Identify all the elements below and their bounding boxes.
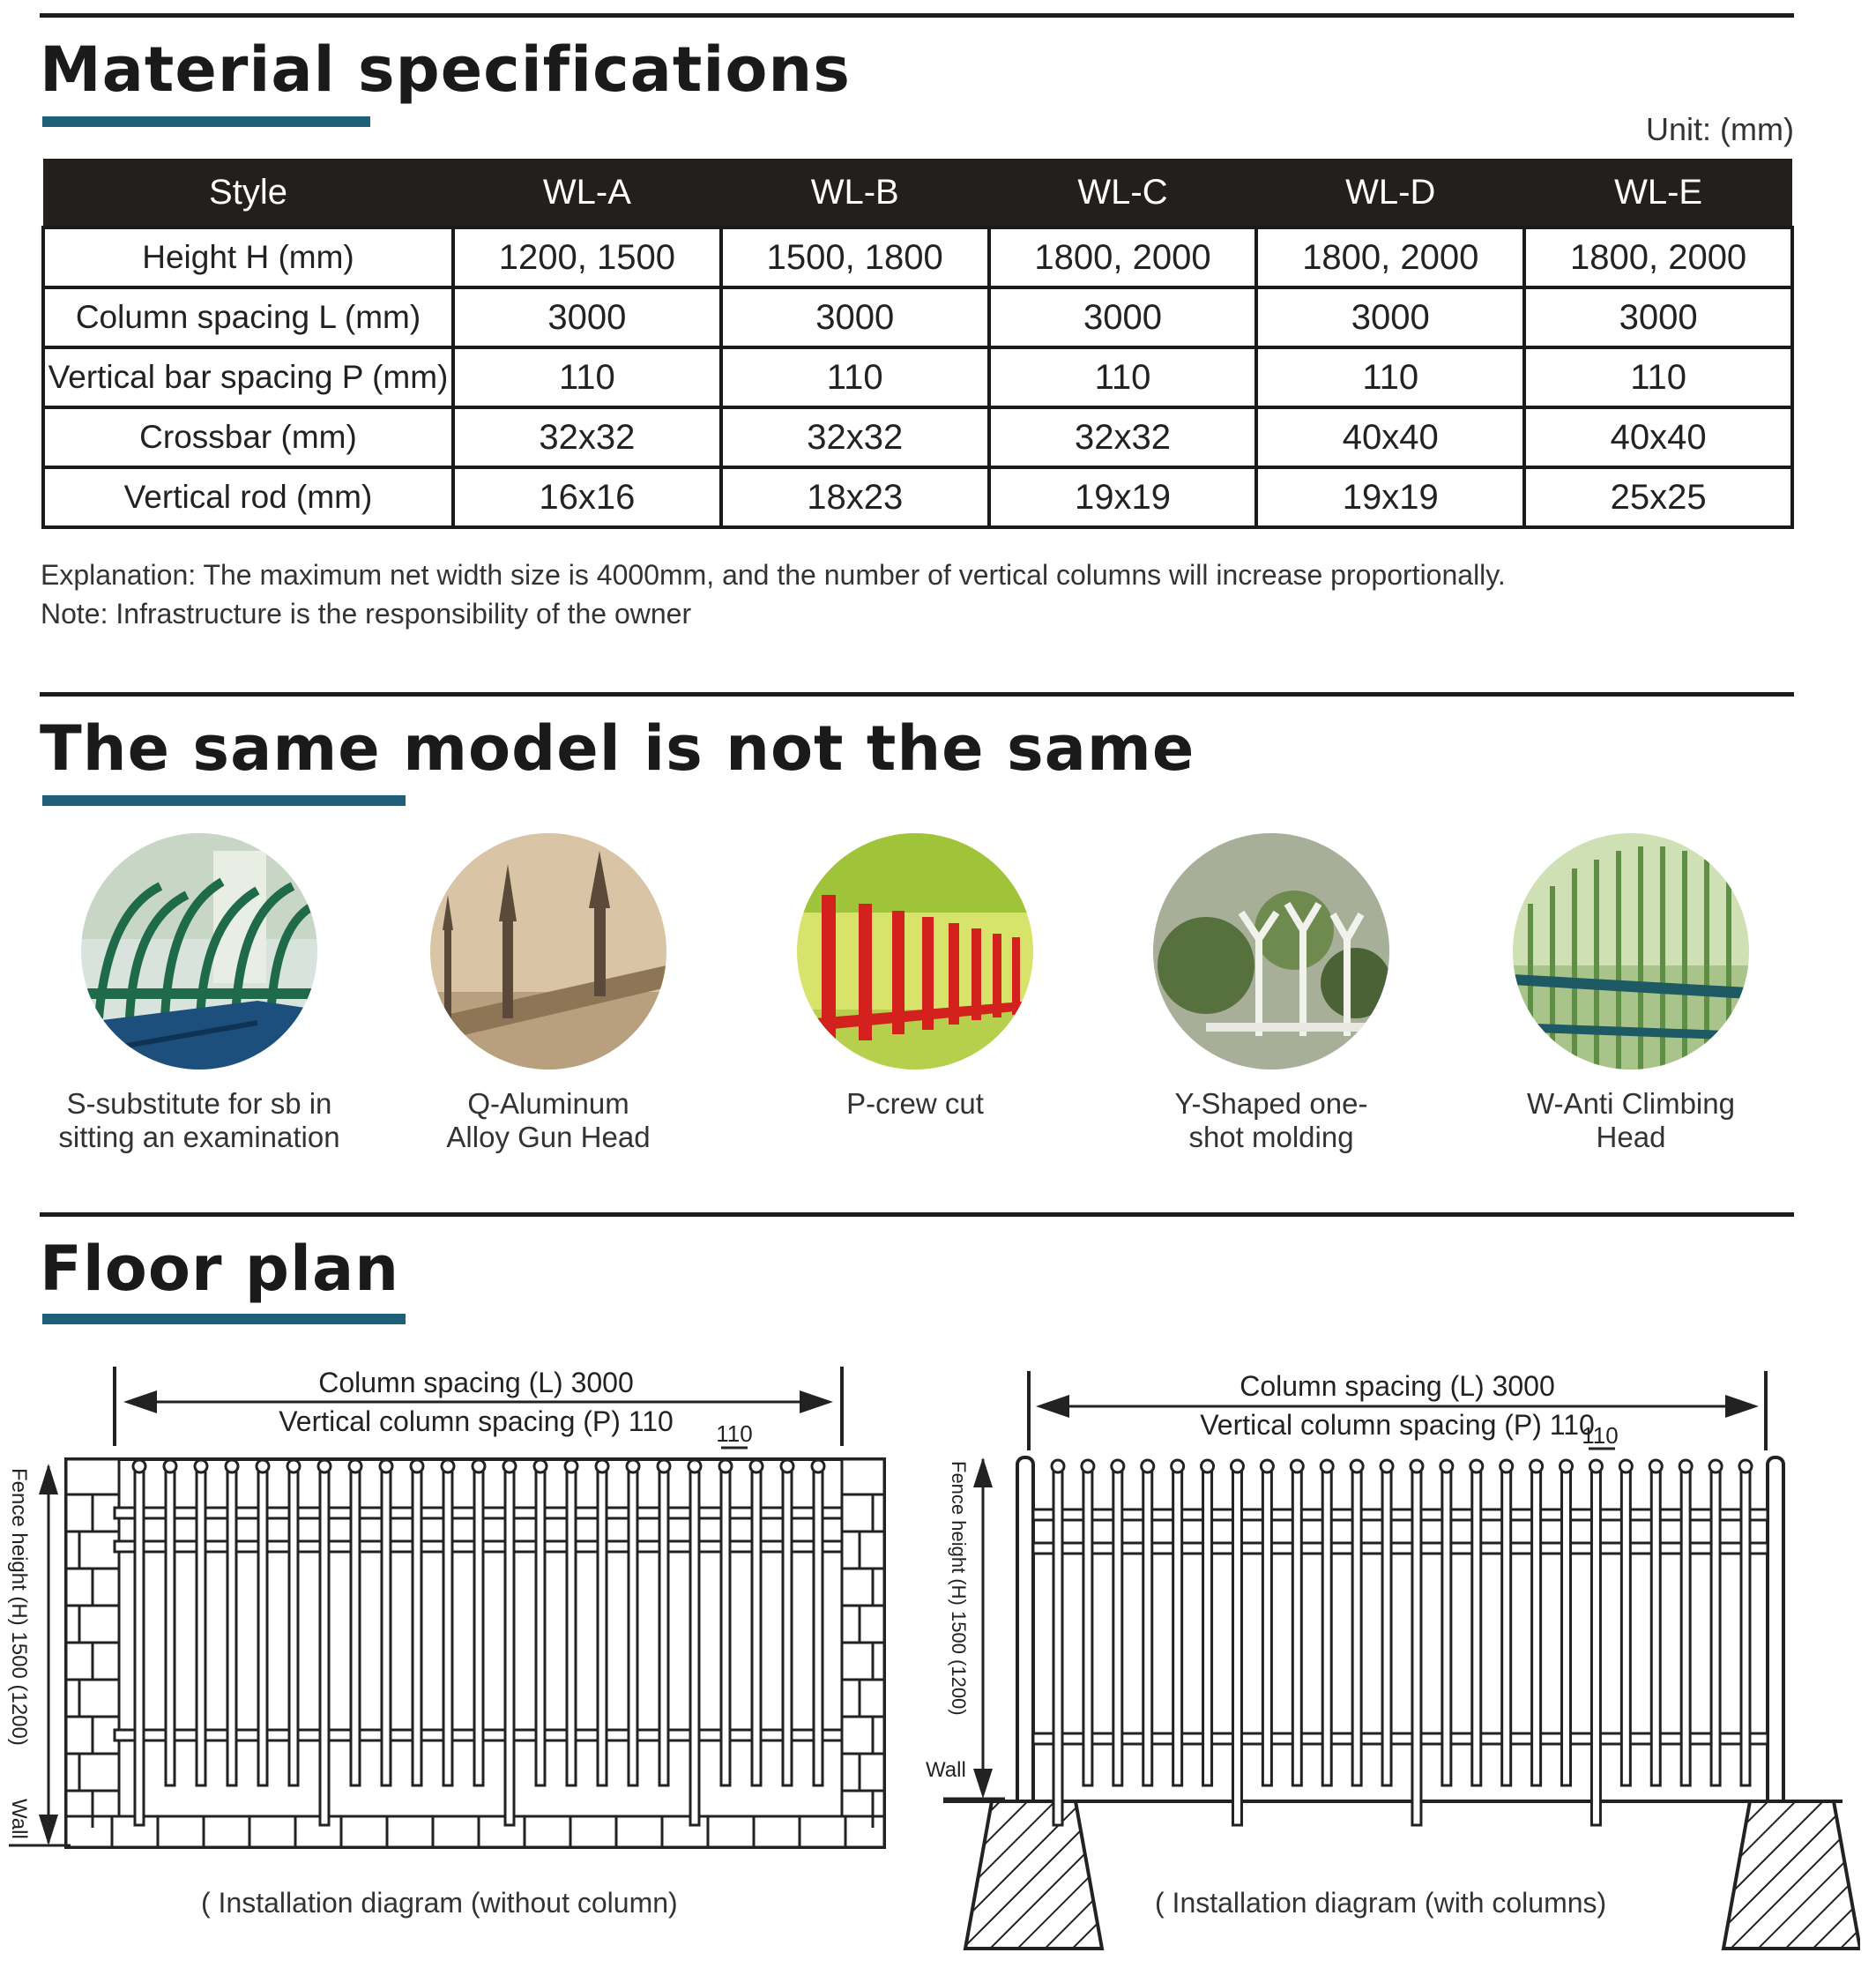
section-title-floor: Floor plan bbox=[40, 1233, 400, 1305]
feature-photo-q bbox=[430, 833, 666, 1069]
picket-finial bbox=[1202, 1460, 1214, 1472]
feature-caption-line: Q-Aluminum bbox=[467, 1087, 629, 1120]
fence-picket bbox=[1292, 1468, 1301, 1785]
section-divider bbox=[40, 13, 1794, 18]
picket-finial bbox=[1142, 1460, 1154, 1472]
feature-caption-line: W-Anti Climbing bbox=[1527, 1087, 1735, 1120]
picket-finial bbox=[1052, 1460, 1064, 1472]
fence-picket bbox=[1412, 1468, 1421, 1825]
picket-finial bbox=[1172, 1460, 1184, 1472]
table-cell: 19x19 bbox=[1256, 467, 1524, 527]
section-divider bbox=[40, 692, 1794, 697]
fence-picket bbox=[197, 1468, 205, 1785]
table-row bbox=[43, 287, 1792, 347]
header-style: Style bbox=[43, 159, 453, 227]
picket-finial bbox=[473, 1460, 485, 1472]
table-header-row bbox=[43, 159, 1792, 227]
picket-finial bbox=[1500, 1460, 1513, 1472]
picket-finial bbox=[503, 1460, 516, 1472]
installation-diagram-without-column bbox=[0, 1353, 899, 1874]
gap-label: 110 bbox=[716, 1420, 753, 1447]
picket-finial bbox=[380, 1460, 392, 1472]
picket-finial bbox=[596, 1460, 608, 1472]
picket-finial bbox=[257, 1460, 269, 1472]
fence-picket bbox=[135, 1468, 144, 1825]
picket-finial bbox=[1530, 1460, 1543, 1472]
picket-finial bbox=[812, 1460, 824, 1472]
feature-photo-y bbox=[1153, 833, 1389, 1069]
table-cell: 32x32 bbox=[721, 407, 989, 467]
table-cell: 110 bbox=[453, 347, 721, 407]
picket-finial bbox=[442, 1460, 454, 1472]
fence-picket bbox=[659, 1468, 668, 1785]
section-divider bbox=[40, 1212, 1794, 1217]
fence-picket bbox=[1711, 1468, 1720, 1785]
spec-table bbox=[41, 159, 1794, 529]
wall-label: Wall bbox=[7, 1799, 31, 1839]
picket-finial bbox=[411, 1460, 423, 1472]
fence-picket bbox=[598, 1468, 607, 1785]
feature-item bbox=[1104, 833, 1439, 1154]
y-shaped-icon bbox=[1153, 833, 1389, 1069]
fence-picket bbox=[1382, 1468, 1391, 1785]
picket-finial bbox=[133, 1460, 145, 1472]
fence-picket bbox=[1502, 1468, 1511, 1785]
fence-picket bbox=[1532, 1468, 1541, 1785]
fence-picket bbox=[1352, 1468, 1361, 1785]
picket-finial bbox=[1261, 1460, 1273, 1472]
picket-finial bbox=[1649, 1460, 1662, 1472]
feature-photo-p bbox=[797, 833, 1033, 1069]
column-spacing-label: Column spacing (L) 3000 bbox=[318, 1367, 634, 1398]
fence-picket bbox=[1651, 1468, 1660, 1785]
vertical-spacing-label: Vertical column spacing (P) 110 bbox=[279, 1405, 674, 1437]
feature-photo-s bbox=[81, 833, 317, 1069]
fence-picket bbox=[752, 1468, 761, 1785]
section-title-material: Material specifications bbox=[40, 34, 851, 106]
fence-picket bbox=[413, 1468, 421, 1785]
title-underline bbox=[42, 795, 406, 806]
title-underline bbox=[42, 1314, 406, 1324]
header-wl-e: WL-E bbox=[1524, 159, 1792, 227]
table-cell: 19x19 bbox=[989, 467, 1257, 527]
picket-finial bbox=[226, 1460, 238, 1472]
picket-finial bbox=[565, 1460, 577, 1472]
feature-list bbox=[0, 833, 1876, 1168]
fence-picket bbox=[1472, 1468, 1481, 1785]
picket-finial bbox=[1589, 1460, 1602, 1472]
installation-diagram-with-columns bbox=[926, 1353, 1860, 1953]
feature-caption bbox=[1463, 1087, 1798, 1154]
table-cell: 3000 bbox=[1256, 287, 1524, 347]
table-row bbox=[43, 347, 1792, 407]
feature-item bbox=[1463, 833, 1798, 1154]
fence-picket bbox=[567, 1468, 576, 1785]
height-label: Fence height (H) 1500 (1200) bbox=[948, 1461, 970, 1716]
table-cell: 1500, 1800 bbox=[721, 227, 989, 287]
fence-picket bbox=[382, 1468, 391, 1785]
fence-picket bbox=[1143, 1468, 1152, 1785]
fence-picket bbox=[1203, 1468, 1212, 1785]
table-cell: 32x32 bbox=[989, 407, 1257, 467]
unit-label: Unit: (mm) bbox=[1646, 111, 1794, 147]
feature-caption-line: Head bbox=[1596, 1121, 1666, 1153]
header-wl-d: WL-D bbox=[1256, 159, 1524, 227]
table-cell: 18x23 bbox=[721, 467, 989, 527]
vertical-spacing-label: Vertical column spacing (P) 110 bbox=[1200, 1409, 1595, 1441]
fence-picket bbox=[1262, 1468, 1271, 1785]
fence-picket bbox=[1741, 1468, 1750, 1785]
table-row bbox=[43, 407, 1792, 467]
table-cell: 1800, 2000 bbox=[989, 227, 1257, 287]
section-title-model: The same model is not the same bbox=[40, 712, 1195, 785]
fence-picket bbox=[814, 1468, 823, 1785]
picket-finial bbox=[1440, 1460, 1453, 1472]
fence-picket bbox=[1053, 1468, 1062, 1825]
fence-picket bbox=[227, 1468, 236, 1785]
feature-item bbox=[32, 833, 367, 1154]
picket-finial bbox=[719, 1460, 732, 1472]
feature-caption bbox=[1104, 1087, 1439, 1154]
diagram-caption-left: ( Installation diagram (without column) bbox=[201, 1887, 678, 1919]
fence-picket bbox=[721, 1468, 730, 1785]
row-label: Vertical rod (mm) bbox=[43, 467, 453, 527]
fence-picket bbox=[1442, 1468, 1451, 1785]
fence-picket bbox=[505, 1468, 514, 1825]
fence-picket bbox=[690, 1468, 699, 1825]
gap-label: 110 bbox=[1582, 1422, 1619, 1449]
feature-photo-w bbox=[1513, 833, 1749, 1069]
picket-finial bbox=[658, 1460, 670, 1472]
table-row bbox=[43, 467, 1792, 527]
fence-picket bbox=[1681, 1468, 1690, 1785]
header-wl-b: WL-B bbox=[721, 159, 989, 227]
picket-finial bbox=[1709, 1460, 1722, 1472]
feature-item bbox=[381, 833, 716, 1154]
fence-picket bbox=[1621, 1468, 1630, 1785]
diagram-caption-right: ( Installation diagram (with columns) bbox=[1155, 1887, 1607, 1919]
column-spacing-label: Column spacing (L) 3000 bbox=[1240, 1370, 1555, 1402]
fence-picket bbox=[1113, 1468, 1122, 1785]
picket-finial bbox=[164, 1460, 176, 1472]
picket-finial bbox=[1321, 1460, 1333, 1472]
picket-finial bbox=[1291, 1460, 1303, 1472]
fence-picket bbox=[1083, 1468, 1092, 1785]
flat-top-icon bbox=[797, 833, 1033, 1069]
fence-picket bbox=[783, 1468, 792, 1785]
fence-picket bbox=[1591, 1468, 1600, 1825]
feature-caption bbox=[32, 1087, 367, 1154]
picket-finial bbox=[750, 1460, 763, 1472]
picket-finial bbox=[1560, 1460, 1573, 1472]
feature-caption-line: Alloy Gun Head bbox=[446, 1121, 651, 1153]
row-label: Crossbar (mm) bbox=[43, 407, 453, 467]
picket-finial bbox=[627, 1460, 639, 1472]
height-label: Fence height (H) 1500 (1200) bbox=[7, 1468, 31, 1746]
fence-picket bbox=[351, 1468, 360, 1785]
picket-finial bbox=[287, 1460, 300, 1472]
picket-finial bbox=[1470, 1460, 1483, 1472]
fence-picket bbox=[536, 1468, 545, 1785]
table-cell: 1800, 2000 bbox=[1256, 227, 1524, 287]
table-cell: 110 bbox=[989, 347, 1257, 407]
table-cell: 1200, 1500 bbox=[453, 227, 721, 287]
table-cell: 1800, 2000 bbox=[1524, 227, 1792, 287]
table-cell: 3000 bbox=[721, 287, 989, 347]
fence-picket bbox=[258, 1468, 267, 1785]
fence-picket bbox=[443, 1468, 452, 1785]
table-cell: 25x25 bbox=[1524, 467, 1792, 527]
title-underline bbox=[42, 116, 370, 127]
feature-caption-line: shot molding bbox=[1188, 1121, 1354, 1153]
fence-picket bbox=[629, 1468, 637, 1785]
table-cell: 3000 bbox=[1524, 287, 1792, 347]
picket-finial bbox=[1411, 1460, 1423, 1472]
feature-caption bbox=[381, 1087, 716, 1154]
table-cell: 32x32 bbox=[453, 407, 721, 467]
table-cell: 16x16 bbox=[453, 467, 721, 527]
picket-finial bbox=[1739, 1460, 1752, 1472]
picket-finial bbox=[781, 1460, 793, 1472]
fence-picket bbox=[1562, 1468, 1571, 1785]
feature-caption-line: sitting an examination bbox=[58, 1121, 340, 1153]
feature-caption-line: S-substitute for sb in bbox=[66, 1087, 332, 1120]
picket-finial bbox=[1231, 1460, 1243, 1472]
table-cell: 40x40 bbox=[1256, 407, 1524, 467]
picket-finial bbox=[349, 1460, 361, 1472]
fence-picket bbox=[320, 1468, 329, 1825]
table-cell: 40x40 bbox=[1524, 407, 1792, 467]
table-cell: 110 bbox=[721, 347, 989, 407]
picket-finial bbox=[1351, 1460, 1363, 1472]
table-cell: 3000 bbox=[453, 287, 721, 347]
header-wl-c: WL-C bbox=[989, 159, 1257, 227]
picket-finial bbox=[318, 1460, 331, 1472]
picket-finial bbox=[195, 1460, 207, 1472]
table-cell: 3000 bbox=[989, 287, 1257, 347]
fence-picket bbox=[1232, 1468, 1241, 1825]
picket-finial bbox=[689, 1460, 701, 1472]
feature-caption-line: P-crew cut bbox=[846, 1087, 984, 1120]
header-wl-a: WL-A bbox=[453, 159, 721, 227]
picket-finial bbox=[1082, 1460, 1094, 1472]
explanation-text: Explanation: The maximum net width size is 4000mm, and the number of vertical columns will increase proportionally. bbox=[41, 559, 1506, 591]
picket-finial bbox=[1619, 1460, 1632, 1472]
fence-picket bbox=[474, 1468, 483, 1785]
picket-finial bbox=[1112, 1460, 1124, 1472]
notes-block bbox=[41, 555, 1506, 633]
feature-item bbox=[748, 833, 1083, 1121]
anti-climb-icon bbox=[1513, 833, 1749, 1069]
fence-picket bbox=[1173, 1468, 1182, 1785]
picket-finial bbox=[534, 1460, 547, 1472]
fence-picket bbox=[1322, 1468, 1331, 1785]
spear-head-icon bbox=[430, 833, 666, 1069]
fence-photo-icon bbox=[81, 833, 317, 1069]
table-cell: 110 bbox=[1524, 347, 1792, 407]
row-label: Vertical bar spacing P (mm) bbox=[43, 347, 453, 407]
fence-picket bbox=[166, 1468, 175, 1785]
note-text: Note: Infrastructure is the responsibility of the owner bbox=[41, 598, 692, 630]
feature-caption bbox=[748, 1087, 1083, 1121]
picket-finial bbox=[1381, 1460, 1393, 1472]
feature-caption-line: Y-Shaped one- bbox=[1174, 1087, 1368, 1120]
table-row bbox=[43, 227, 1792, 287]
wall-label: Wall bbox=[926, 1758, 966, 1782]
picket-finial bbox=[1679, 1460, 1692, 1472]
fence-picket bbox=[289, 1468, 298, 1785]
row-label: Height H (mm) bbox=[43, 227, 453, 287]
table-cell: 110 bbox=[1256, 347, 1524, 407]
row-label: Column spacing L (mm) bbox=[43, 287, 453, 347]
